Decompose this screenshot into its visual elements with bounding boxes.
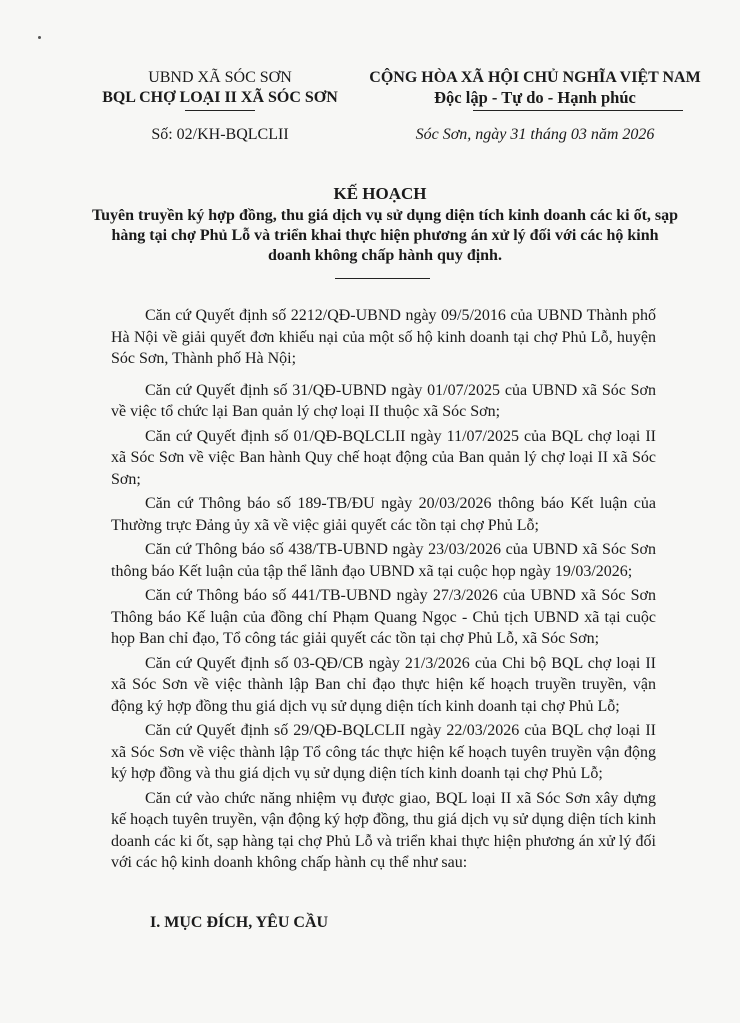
paragraph: Căn cứ Quyết định số 2212/QĐ-UBND ngày 09/5/2016 của UBND Thành phố Hà Nội về giải quyết đơn khiếu nại của một số hộ kinh doanh tại chợ Phủ Lỗ, huyện Sóc Sơn, Thành phố Hà Nội;	[111, 307, 656, 367]
section-heading: I. MỤC ĐÍCH, YÊU CẦU	[150, 914, 329, 931]
national-motto-header	[355, 68, 715, 111]
national-motto: Độc lập - Tự do - Hạnh phúc	[434, 88, 636, 107]
scan-speck	[38, 36, 41, 39]
paragraph: Căn cứ Quyết định số 03-QĐ/CB ngày 21/3/2026 của Chi bộ BQL chợ loại II xã Sóc Sơn về việc thành lập Ban chỉ đạo thực hiện kế hoạch truyền truyền, vận động ký hợp đồng thu giá dịch vụ sử dụng diện tích kinh doanh tại chợ Phủ Lỗ;	[111, 654, 656, 715]
document-subtitle: Tuyên truyền ký hợp đồng, thu giá dịch vụ sử dụng diện tích kinh doanh các ki ốt, sạp hàng tại chợ Phủ Lỗ và triển khai thực hiện phương án xử lý đối với các hộ kinh doanh không chấp hành quy định.	[91, 207, 679, 264]
motto-underline	[473, 110, 683, 111]
paragraph: Căn cứ Quyết định số 01/QĐ-BQLCLII ngày 11/07/2025 của BQL chợ loại II xã Sóc Sơn về việc Ban hành Quy chế hoạt động của Ban quản lý chợ loại II xã Sóc Sơn;	[111, 427, 656, 488]
paragraph: Căn cứ Thông báo số 189-TB/ĐU ngày 20/03/2026 thông báo Kết luận của Thường trực Đảng ủy xã về việc giải quyết các tồn tại chợ Phủ Lỗ;	[111, 495, 656, 534]
paragraph: Căn cứ vào chức năng nhiệm vụ được giao, BQL loại II xã Sóc Sơn xây dựng kế hoạch tuyên truyền, vận động ký hợp đồng, thu giá dịch vụ sử dụng diện tích kinh doanh các ki ốt, sạp hàng tại chợ Phủ Lỗ và triển khai thực hiện phương án xử lý đối với các hộ kinh doanh không chấp hành cụ thể như sau:	[111, 789, 656, 871]
parent-agency: UBND XÃ SÓC SƠN	[148, 69, 292, 86]
issuing-agency: BQL CHỢ LOẠI II XÃ SÓC SƠN	[102, 89, 338, 106]
agency-underline	[185, 110, 255, 111]
paragraph: Căn cứ Thông báo số 438/TB-UBND ngày 23/03/2026 của UBND xã Sóc Sơn thông báo Kết luận của tập thể lãnh đạo UBND xã tại cuộc họp ngày 19/03/2026;	[111, 541, 656, 580]
document-date: Sóc Sơn, ngày 31 tháng 03 năm 2026	[415, 126, 655, 143]
document-number: Số: 02/KH-BQLCLII	[151, 126, 289, 143]
paragraph: Căn cứ Quyết định số 31/QĐ-UBND ngày 01/07/2025 của UBND xã Sóc Sơn về việc tổ chức lại Ban quản lý chợ loại II thuộc xã Sóc Sơn;	[111, 381, 656, 420]
paragraph: Căn cứ Thông báo số 441/TB-UBND ngày 27/3/2026 của UBND xã Sóc Sơn Thông báo Kế luận của đồng chí Phạm Quang Ngọc - Chủ tịch UBND xã tại cuộc họp Ban chỉ đạo, Tổ công tác giải quyết các tồn tại chợ Phủ Lỗ, xã Sóc Sơn;	[111, 587, 656, 647]
paragraph: Căn cứ Quyết định số 29/QĐ-BQLCLII ngày 22/03/2026 của BQL chợ loại II xã Sóc Sơn về việc thành lập Tổ công tác thực hiện kế hoạch tuyên truyền vận động ký hợp đồng và thu giá dịch vụ sử dụng diện tích kinh doanh tại chợ Phủ Lỗ;	[111, 722, 656, 782]
country-name: CỘNG HÒA XÃ HỘI CHỦ NGHĨA VIỆT NAM	[369, 69, 701, 86]
document-title: KẾ HOẠCH	[333, 184, 427, 203]
issuing-agency-header	[70, 68, 370, 111]
document-body	[111, 305, 656, 877]
title-underline	[335, 278, 430, 279]
